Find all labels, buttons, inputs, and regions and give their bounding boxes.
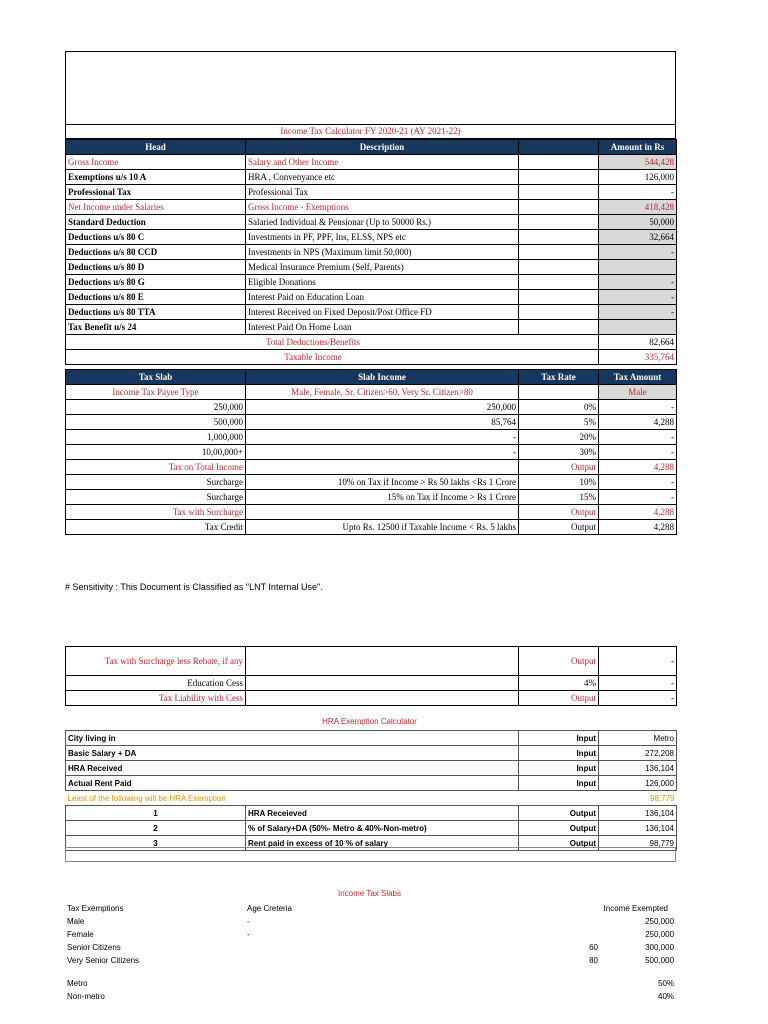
tax-rate-column-header: Tax Rate	[519, 370, 599, 385]
row-spacer	[246, 460, 519, 475]
tax-liability-table	[65, 646, 677, 706]
surcharge-desc: 10% on Tax if Income > Rs 50 lakhs <Rs 1 Crore	[246, 475, 519, 490]
hra-rate-name: Metro	[67, 979, 88, 988]
rule-type: Output	[519, 836, 599, 851]
slab-exempted: 300,000	[645, 943, 675, 952]
table-row	[66, 260, 677, 275]
table-row	[65, 977, 676, 990]
gross-income-amount: 544,428	[599, 155, 677, 170]
slab-limit: 10,00,000+	[66, 445, 246, 460]
hra-input-type: Input	[519, 761, 599, 776]
rule-label: HRA Receieved	[246, 806, 519, 821]
tax-total-label: Tax on Total Income	[66, 460, 246, 475]
row-spacer	[246, 647, 519, 676]
slab-rate: 5%	[519, 415, 599, 430]
slab-age	[245, 954, 518, 967]
surcharge-row	[66, 490, 677, 505]
row-spacer	[519, 215, 599, 230]
rule-value: 136,104	[599, 821, 677, 836]
education-cess-row	[66, 676, 677, 691]
row-description: HRA , Convenyance etc	[246, 170, 519, 185]
row-head: Net Income under Salaries	[66, 200, 246, 215]
row-spacer	[519, 185, 599, 200]
row-spacer	[519, 155, 599, 170]
row-head: Deductions u/s 80 TTA	[66, 305, 246, 320]
least-row	[66, 791, 677, 806]
amount-column-header: Amount in Rs	[599, 140, 677, 155]
exemptions-header: Tax Exemptions	[67, 904, 124, 913]
income-table-header	[66, 140, 677, 155]
row-spacer	[519, 275, 599, 290]
city-input[interactable]: Metro	[599, 731, 677, 746]
calculator-title: Income Tax Calculator FY 2020-21 (AY 2021-22)	[65, 124, 676, 139]
rule-number: 2	[66, 821, 246, 836]
row-head: Standard Deduction	[66, 215, 246, 230]
table-row	[66, 245, 677, 260]
age-header: Age Creteria	[247, 904, 292, 913]
hra-received-input[interactable]: 136,104	[599, 761, 677, 776]
tax-credit-label: Tax Credit	[66, 520, 246, 535]
table-row	[66, 415, 677, 430]
table-row	[66, 215, 677, 230]
row-spacer	[519, 305, 599, 320]
tax-slab-header	[66, 370, 677, 385]
rule-number: 3	[66, 836, 246, 851]
slab-name: Very Senior Citizens	[67, 956, 140, 965]
table-row	[65, 928, 676, 941]
hra-rate-name: Non-metro	[67, 992, 105, 1001]
hra-calculator-title: HRA Exemption Calculator	[322, 717, 417, 726]
surcharge-desc: 15% on Tax if Income > Rs 1 Crore	[246, 490, 519, 505]
rule-value: 98,779	[599, 836, 677, 851]
hra-input-label: City living in	[66, 731, 519, 746]
row-description: Interest Paid on Education Loan	[246, 290, 519, 305]
tax-total-value: 4,288	[599, 460, 677, 475]
hra-rate-value: 50%	[658, 979, 675, 988]
with-surcharge-value: 4,288	[599, 505, 677, 520]
row-spacer	[519, 230, 599, 245]
surcharge-row	[66, 475, 677, 490]
rebate-label: Tax with Surcharge less Rebate, if any	[66, 647, 246, 676]
table-row	[66, 821, 677, 836]
slab-name: Senior Citizens	[67, 943, 121, 952]
rule-type: Output	[519, 806, 599, 821]
sensitivity-note: # Sensitivity : This Document is Classified as "LNT Internal Use".	[65, 582, 323, 592]
row-spacer	[519, 245, 599, 260]
exempted-header: Income Exempted	[603, 904, 669, 913]
table-row	[65, 915, 676, 928]
slab-income: -	[246, 430, 519, 445]
row-description: Gross Income - Exemptions	[246, 200, 519, 215]
least-value: 98,779	[650, 793, 675, 803]
taxable-income-label: Taxable Income	[66, 350, 599, 365]
tax-liability-label: Tax Liability with Cess	[66, 691, 246, 706]
row-head: Tax Benefit u/s 24	[66, 320, 246, 335]
row-description: Salary and Other Income	[246, 155, 519, 170]
row-head: Deductions u/s 80 E	[66, 290, 246, 305]
table-row	[66, 400, 677, 415]
table-row	[66, 155, 677, 170]
row-description: Interest Received on Fixed Deposit/Post Office FD	[246, 305, 519, 320]
surcharge-amount: -	[599, 490, 677, 505]
row-description: Interest Paid On Home Loan	[246, 320, 519, 335]
row-spacer	[246, 691, 519, 706]
with-surcharge-output: Output	[519, 505, 599, 520]
slab-rate: 30%	[519, 445, 599, 460]
education-cess-value: -	[599, 676, 677, 691]
table-row	[66, 320, 677, 335]
table-row	[65, 941, 676, 954]
row-description: Investments in NPS (Maximum limit 50,000)	[246, 245, 519, 260]
slab-limit: 250,000	[66, 400, 246, 415]
hra-input-type: Input	[519, 746, 599, 761]
slab-rate: 0%	[519, 400, 599, 415]
income-tax-slabs-title: Income Tax Slabs	[338, 889, 401, 898]
taxable-income-row	[66, 350, 677, 365]
row-spacer	[519, 290, 599, 305]
row-spacer	[519, 200, 599, 215]
tax-liability-value: -	[599, 691, 677, 706]
slab-amount: -	[599, 430, 677, 445]
row-head: Deductions u/s 80 C	[66, 230, 246, 245]
slab-limit: 500,000	[66, 415, 246, 430]
rule-number: 1	[66, 806, 246, 821]
tax-total-row	[66, 460, 677, 475]
row-description: Medical Insurance Premium (Self, Parents)	[246, 260, 519, 275]
slab-age: -	[247, 917, 250, 926]
professional-tax-input[interactable]: -	[599, 185, 677, 200]
hra-input-label: HRA Received	[66, 761, 519, 776]
slab-age-number	[518, 928, 598, 941]
payee-type-options: Male, Female, Sr. Citizen>60, Very Sr. Citizen>80	[246, 385, 519, 400]
rule-value: 136,104	[599, 806, 677, 821]
surcharge-label: Surcharge	[66, 490, 246, 505]
standard-deduction-amount: 50,000	[599, 215, 677, 230]
row-head: Deductions u/s 80 G	[66, 275, 246, 290]
education-cess-rate: 4%	[519, 676, 599, 691]
payee-type-select[interactable]: Male	[599, 385, 677, 400]
row-spacer	[519, 320, 599, 335]
row-description: Professional Tax	[246, 185, 519, 200]
row-description: Eligible Donations	[246, 275, 519, 290]
tax-liability-row	[66, 691, 677, 706]
with-surcharge-label: Tax with Surcharge	[66, 505, 246, 520]
row-spacer	[246, 676, 519, 691]
rebate-output: Output	[519, 647, 599, 676]
basic-salary-input[interactable]: 272,208	[599, 746, 677, 761]
row-head: Exemptions u/s 10 A	[66, 170, 246, 185]
table-row	[65, 990, 676, 1003]
table-row	[66, 200, 677, 215]
income-tax-slabs-table	[65, 902, 676, 1003]
row-head: Professional Tax	[66, 185, 246, 200]
net-income-amount: 418,428	[599, 200, 677, 215]
row-description: Salaried Individual & Pensionar (Up to 50000 Rs.)	[246, 215, 519, 230]
slabs-header	[65, 902, 676, 915]
spacer-column-header	[519, 140, 599, 155]
exemptions-amount-input[interactable]: 126,000	[599, 170, 677, 185]
table-row	[66, 430, 677, 445]
slab-income: -	[246, 445, 519, 460]
slab-age: -	[247, 930, 250, 939]
row-head: Deductions u/s 80 CCD	[66, 245, 246, 260]
table-row	[66, 761, 677, 776]
table-row	[66, 776, 677, 791]
table-row	[66, 230, 677, 245]
hra-input-type: Input	[519, 731, 599, 746]
slab-exempted: 250,000	[645, 917, 675, 926]
rule-type: Output	[519, 821, 599, 836]
table-row	[66, 185, 677, 200]
tax-slab-table	[65, 369, 677, 535]
total-deductions-value: 82,664	[599, 335, 677, 350]
hra-rate-value: 40%	[658, 992, 675, 1001]
rent-paid-input[interactable]: 126,000	[599, 776, 677, 791]
hra-input-type: Input	[519, 776, 599, 791]
row-spacer	[519, 260, 599, 275]
row-head: Deductions u/s 80 D	[66, 260, 246, 275]
head-column-header: Head	[66, 140, 246, 155]
total-deductions-label: Total Deductions/Benefits	[66, 335, 599, 350]
table-row	[65, 954, 676, 967]
surcharge-amount: -	[599, 475, 677, 490]
income-table	[65, 139, 677, 365]
table-row	[66, 806, 677, 821]
slab-amount: -	[599, 445, 677, 460]
with-surcharge-row	[66, 505, 677, 520]
deduction-80g-input[interactable]: -	[599, 275, 677, 290]
row-spacer	[246, 505, 519, 520]
tax-amount-column-header: Tax Amount	[599, 370, 677, 385]
slab-age-number: 80	[589, 956, 598, 965]
slab-amount: 4,288	[599, 415, 677, 430]
hra-input-label: Actual Rent Paid	[66, 776, 519, 791]
table-row	[66, 275, 677, 290]
deduction-80c-input[interactable]: 32,664	[599, 230, 677, 245]
slab-exempted: 250,000	[645, 930, 675, 939]
tax-credit-output: Output	[519, 520, 599, 535]
taxable-income-value: 335,764	[599, 350, 677, 365]
table-row	[66, 170, 677, 185]
slab-age	[245, 941, 518, 954]
spacer-row	[65, 967, 676, 977]
total-deductions-row	[66, 335, 677, 350]
deduction-80d-input[interactable]	[599, 260, 677, 275]
description-column-header: Description	[246, 140, 519, 155]
surcharge-label: Surcharge	[66, 475, 246, 490]
rule-label: % of Salary+DA (50%- Metro & 40%-Non-metro)	[246, 821, 519, 836]
rule-label: Rent paid in excess of 10 % of salary	[246, 836, 519, 851]
slab-income: 250,000	[246, 400, 519, 415]
tax-liability-output: Output	[519, 691, 599, 706]
tax-credit-value: 4,288	[599, 520, 677, 535]
slab-exempted: 500,000	[645, 956, 675, 965]
hra-table	[65, 730, 677, 851]
row-spacer	[519, 170, 599, 185]
payee-type-label: Income Tax Payee Type	[66, 385, 246, 400]
deduction-80e-input[interactable]: -	[599, 290, 677, 305]
deduction-24-input[interactable]	[599, 320, 677, 335]
row-spacer	[519, 385, 599, 400]
slab-limit: 1,000,000	[66, 430, 246, 445]
header-image-placeholder	[65, 51, 676, 125]
table-row	[66, 746, 677, 761]
table-row	[66, 731, 677, 746]
tax-credit-row	[66, 520, 677, 535]
rebate-value: -	[599, 647, 677, 676]
slab-amount: -	[599, 400, 677, 415]
blank-row	[65, 847, 676, 862]
least-label: Least of the following will be HRA Exemption	[67, 793, 226, 803]
tax-slab-column-header: Tax Slab	[66, 370, 246, 385]
payee-type-row	[66, 385, 677, 400]
slab-name: Male	[67, 917, 85, 926]
slab-rate: 20%	[519, 430, 599, 445]
tax-credit-desc: Upto Rs. 12500 if Taxable Income < Rs. 5 lakhs	[246, 520, 519, 535]
table-row	[66, 445, 677, 460]
slab-income: 85,764	[246, 415, 519, 430]
row-description: Investments in PF, PPF, Ins, ELSS, NPS etc	[246, 230, 519, 245]
hra-input-label: Basic Salary + DA	[66, 746, 519, 761]
surcharge-rate: 10%	[519, 475, 599, 490]
rebate-row	[66, 647, 677, 676]
education-cess-label: Education Cess	[66, 676, 246, 691]
deduction-80ccd-input[interactable]: -	[599, 245, 677, 260]
row-head: Gross Income	[66, 155, 246, 170]
deduction-80tta-input[interactable]: -	[599, 305, 677, 320]
slab-age-number: 60	[589, 943, 598, 952]
table-row	[66, 305, 677, 320]
slab-income-column-header: Slab Income	[246, 370, 519, 385]
slab-age-number	[518, 915, 598, 928]
slab-name: Female	[67, 930, 94, 939]
table-row	[66, 290, 677, 305]
tax-total-output: Output	[519, 460, 599, 475]
surcharge-rate: 15%	[519, 490, 599, 505]
